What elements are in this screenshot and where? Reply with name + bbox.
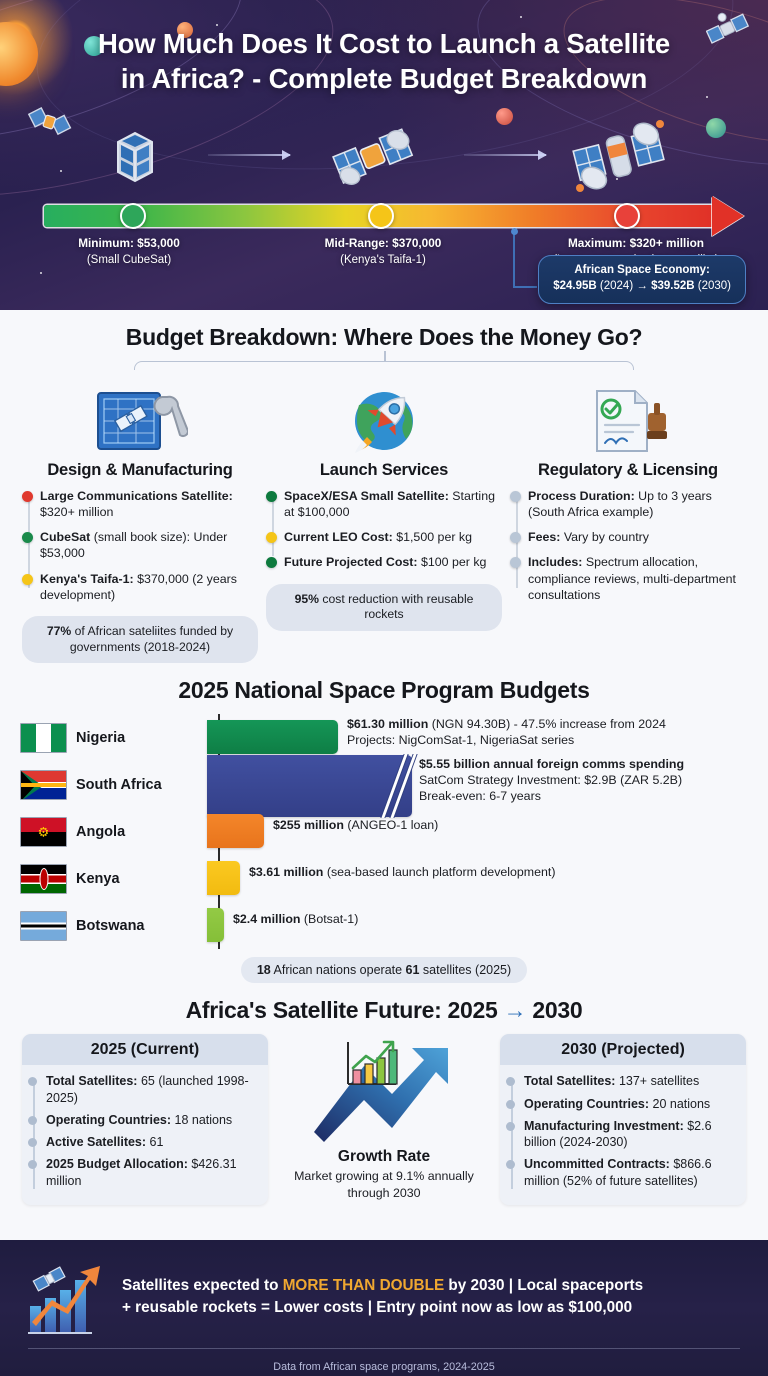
- table-row: [20, 855, 748, 902]
- footer-source: Data from African space programs, 2024-2025: [273, 1361, 495, 1373]
- list-item: [40, 488, 258, 520]
- future-comparison: [0, 1034, 768, 1205]
- list-item: [524, 1118, 736, 1151]
- list-item-bold: 2025 Budget Allocation:: [46, 1157, 188, 1172]
- document-stamp-icon: [585, 385, 671, 457]
- economy-connector-line: [513, 232, 515, 288]
- flag-botswana: [20, 911, 67, 941]
- list-item-bold: Future Projected Cost:: [284, 555, 418, 570]
- chart-title: 2025 National Space Program Budgets: [178, 677, 590, 704]
- list-item: [524, 1156, 736, 1189]
- list-item-rest: $1,500 per kg: [392, 530, 472, 545]
- progression-arrow-icon: [464, 154, 546, 156]
- card-2030-header: 2030 (Projected): [500, 1034, 746, 1065]
- scale-label-maximum-value: Maximum: $320+ million: [567, 236, 705, 250]
- list-item: [524, 1096, 736, 1112]
- economy-value-end: $39.52B: [651, 280, 695, 293]
- list-item: [528, 554, 746, 602]
- list-item-rest: $100 per kg: [417, 555, 487, 570]
- bullet-list-launch: [266, 488, 502, 580]
- list-item: [46, 1112, 258, 1128]
- footer-line1-a: Satellites expected to: [122, 1277, 283, 1295]
- stat-pill-design: [22, 616, 258, 664]
- bar-label-botswana: [233, 912, 358, 928]
- footnote-end: satellites (2025): [419, 963, 512, 978]
- progression-arrow-icon: [208, 154, 290, 156]
- card-2030-body: [500, 1065, 746, 1205]
- flag-angola: ⚙: [20, 817, 67, 847]
- column-heading-regulatory: Regulatory & Licensing: [538, 461, 718, 479]
- bar-value-botswana: $2.4 million: [233, 912, 301, 927]
- flag-kenya: [20, 864, 67, 894]
- satellite-growth-icon: [22, 1256, 110, 1338]
- bar-nigeria: [207, 720, 338, 754]
- table-row: [20, 714, 748, 761]
- list-item: [284, 488, 502, 520]
- chart-footnote-chip: [241, 957, 527, 983]
- bar-note-angola: (ANGEO-1 loan): [343, 818, 439, 833]
- footnote-satellites-count: 61: [405, 963, 420, 978]
- economy-year-end: (2030): [697, 280, 731, 293]
- footnote-nations-count: 18: [256, 963, 271, 978]
- title-line-2: in Africa? - Complete Budget Breakdown: [120, 63, 648, 95]
- list-item-rest: 20 nations: [649, 1096, 711, 1111]
- bullet-dot-icon: [22, 491, 33, 502]
- bar-container: [207, 714, 748, 761]
- bar-sub2-south-africa: Break-even: 6-7 years: [419, 789, 541, 804]
- column-heading-design: Design & Manufacturing: [47, 461, 233, 479]
- bracket-connector: [134, 359, 634, 379]
- page-title: [0, 26, 768, 96]
- card-2030-projected: [500, 1034, 746, 1205]
- bar-sub-nigeria: Projects: NigComSat-1, NigeriaSat series: [347, 733, 575, 748]
- list-item-rest: $370,000 (2 years development): [40, 571, 237, 602]
- card-2025-header: 2025 (Current): [22, 1034, 268, 1065]
- list-item-rest: 61: [146, 1135, 164, 1150]
- spectrum-arrowhead-icon: [712, 196, 744, 236]
- list-item: [46, 1156, 258, 1189]
- list-item-rest: 65 (launched 1998-2025): [46, 1074, 249, 1105]
- star-icon: [520, 16, 522, 18]
- bullet-list-regulatory: [510, 488, 746, 612]
- column-design-manufacturing: [22, 385, 258, 663]
- list-item: [40, 571, 258, 603]
- bullet-dot-icon: [510, 491, 521, 502]
- list-item: [40, 529, 258, 561]
- breakdown-columns: [0, 385, 768, 663]
- list-item-bold: Fees:: [528, 530, 561, 545]
- bar-value-nigeria: $61.30 million: [347, 717, 429, 732]
- scale-label-midrange-sub: (Kenya's Taifa-1): [340, 253, 426, 266]
- bar-angola: [207, 814, 264, 848]
- list-item-bold: Total Satellites:: [46, 1074, 138, 1089]
- list-item: [524, 1073, 736, 1089]
- country-label-angola: Angola: [76, 823, 126, 840]
- bar-label-angola: [273, 818, 438, 834]
- bullet-dot-icon: [266, 491, 277, 502]
- satellite-progression: [0, 118, 768, 196]
- country-label-south-africa: South Africa: [76, 776, 162, 793]
- stat-pill-value: 77%: [46, 623, 72, 638]
- bar-label-kenya: [249, 865, 555, 881]
- bullet-dot-icon: [28, 1160, 37, 1169]
- satellite-icon: [332, 120, 414, 194]
- bullet-dot-icon: [506, 1160, 515, 1169]
- scale-label-midrange: [268, 236, 498, 268]
- flag-south-africa: [20, 770, 67, 800]
- footer-message: [122, 1275, 643, 1318]
- stat-pill-text: of African sateliites funded by governments (2018-2024): [69, 623, 234, 654]
- list-item-bold: SpaceX/ESA Small Satellite:: [284, 489, 449, 503]
- bullet-dot-icon: [22, 574, 33, 585]
- bullet-dot-icon: [22, 532, 33, 543]
- list-item-rest: Up to 3 years (South Africa example): [528, 489, 712, 520]
- list-item-bold: Operating Countries:: [524, 1096, 650, 1111]
- footer-banner: [0, 1240, 768, 1376]
- table-row: [20, 902, 748, 949]
- bar-note-nigeria: (NGN 94.30B) - 47.5% increase from 2024: [428, 717, 666, 732]
- country-label-nigeria: Nigeria: [76, 729, 126, 746]
- arrow-right-icon: →: [503, 997, 527, 1024]
- economy-value-start: $24.95B: [553, 280, 597, 293]
- future-title-post: 2030: [526, 997, 583, 1024]
- hero-banner: [0, 0, 768, 310]
- growth-rate-block: [278, 1034, 490, 1205]
- table-row: [20, 808, 748, 855]
- bullet-dot-icon: [266, 557, 277, 568]
- list-item-bold: Uncommitted Contracts:: [524, 1157, 670, 1172]
- bar-chart: [0, 714, 768, 983]
- column-launch-services: [266, 385, 502, 663]
- bar-value-kenya: $3.61 million: [249, 865, 324, 880]
- future-title-pre: Africa's Satellite Future: 2025: [185, 997, 504, 1024]
- list-item-rest: Spectrum allocation, compliance reviews, multi-department consultations: [528, 555, 736, 602]
- bullet-dot-icon: [28, 1138, 37, 1147]
- list-item-rest: $866.6 million (52% of future satellites): [524, 1157, 712, 1188]
- stat-pill-launch: [266, 584, 502, 632]
- bar-value-angola: $255 million: [273, 818, 344, 833]
- stat-pill-value: 95%: [294, 591, 319, 606]
- arrow-right-icon: →: [636, 280, 648, 293]
- budget-breakdown-section: [0, 310, 768, 663]
- list-item-bold: Large Communications Satellite:: [40, 489, 233, 503]
- list-item-rest: $2.6 billion (2024-2030): [524, 1118, 712, 1150]
- list-item-bold: Total Satellites:: [524, 1074, 616, 1089]
- bar-label-south-africa: [419, 757, 684, 805]
- footer-divider: [28, 1348, 740, 1349]
- growth-chart-arrow-icon: [308, 1034, 460, 1146]
- economy-badge-title: African Space Economy:: [574, 264, 710, 277]
- country-label-botswana: Botswana: [76, 917, 145, 934]
- list-item-bold: Includes:: [528, 555, 583, 570]
- cost-spectrum-bar: [44, 200, 744, 230]
- footnote-mid: African nations operate: [270, 963, 406, 978]
- breakdown-title: Budget Breakdown: Where Does the Money Go?: [125, 324, 643, 350]
- bullet-dot-icon: [506, 1100, 515, 1109]
- marker-midrange[interactable]: [368, 203, 394, 229]
- bar-container: [207, 855, 748, 902]
- star-icon: [40, 272, 42, 274]
- economy-year-start: (2024): [599, 280, 634, 293]
- large-communications-satellite-icon: [572, 118, 668, 196]
- scale-label-minimum-value: Minimum: $53,000: [78, 236, 180, 250]
- list-item-rest: $426.31 million: [46, 1157, 237, 1188]
- footer-content: [22, 1256, 746, 1338]
- bullet-dot-icon: [28, 1116, 37, 1125]
- bar-note-kenya: (sea-based launch platform development): [323, 865, 556, 880]
- bullet-dot-icon: [506, 1122, 515, 1131]
- list-item-bold: Active Satellites:: [46, 1135, 147, 1150]
- bar-sub1-south-africa: SatCom Strategy Investment: $2.9B (ZAR 5.2B): [419, 773, 683, 788]
- list-item: [46, 1134, 258, 1150]
- bar-label-nigeria: [347, 717, 666, 749]
- footer-line2: + reusable rockets = Lower costs | Entry point now as low as $100,000: [122, 1299, 633, 1316]
- list-item-rest: (small book size): Under $53,000: [40, 530, 228, 561]
- list-item: [284, 554, 502, 570]
- bullet-dot-icon: [510, 532, 521, 543]
- bar-botswana: [207, 908, 224, 942]
- bar-kenya: [207, 861, 240, 895]
- bullet-list-design: [22, 488, 258, 612]
- scale-label-midrange-value: Mid-Range: $370,000: [324, 236, 442, 250]
- footer-highlight: MORE THAN DOUBLE: [282, 1277, 445, 1295]
- bullet-dot-icon: [506, 1077, 515, 1086]
- bar-container: [207, 808, 748, 855]
- list-item-bold: Kenya's Taifa-1:: [40, 571, 134, 586]
- footer-line1-b: by 2030 | Local spaceports: [444, 1277, 644, 1295]
- scale-label-minimum: [14, 236, 244, 268]
- column-regulatory-licensing: [510, 385, 746, 663]
- growth-rate-sub: Market growing at 9.1% annually through 2030: [294, 1169, 474, 1200]
- title-line-1: How Much Does It Cost to Launch a Satellite: [97, 28, 670, 59]
- bullet-dot-icon: [28, 1077, 37, 1086]
- list-item-rest: Vary by country: [560, 530, 649, 545]
- african-space-economy-badge: [538, 255, 746, 304]
- scale-label-minimum-sub: (Small CubeSat): [86, 253, 172, 266]
- stat-pill-text: cost reduction with reusable rockets: [318, 591, 474, 622]
- list-item-bold: CubeSat: [40, 530, 91, 545]
- marker-maximum[interactable]: [614, 203, 640, 229]
- list-item: [46, 1073, 258, 1106]
- column-heading-launch: Launch Services: [319, 461, 449, 479]
- list-item-rest: Starting at $100,000: [284, 489, 495, 520]
- list-item-bold: Current LEO Cost:: [284, 530, 393, 545]
- card-2025-body: [22, 1065, 268, 1205]
- bar-container: [207, 757, 748, 808]
- list-item-rest: $320+ million: [40, 505, 114, 520]
- list-item-rest: 18 nations: [171, 1112, 233, 1127]
- card-2025-current: [22, 1034, 268, 1205]
- bullet-dot-icon: [266, 532, 277, 543]
- national-budgets-section: [0, 677, 768, 983]
- list-item-bold: Manufacturing Investment:: [524, 1118, 684, 1133]
- list-item-bold: Process Duration:: [528, 489, 635, 503]
- list-item: [528, 529, 746, 545]
- cubesat-icon: [104, 126, 166, 190]
- future-title: [0, 997, 768, 1024]
- growth-rate-heading: Growth Rate: [337, 1148, 431, 1166]
- chart-axis-area: [20, 714, 748, 949]
- table-row: [20, 757, 748, 808]
- country-label-kenya: Kenya: [76, 870, 120, 887]
- bullet-dot-icon: [510, 557, 521, 568]
- satellite-future-section: [0, 997, 768, 1205]
- flag-nigeria: [20, 723, 67, 753]
- bar-container: [207, 902, 748, 949]
- list-item-rest: 137+ satellites: [615, 1074, 700, 1089]
- blueprint-wrench-icon: [92, 385, 188, 457]
- bar-note-botswana: (Botsat-1): [300, 912, 359, 927]
- list-item: [284, 529, 502, 545]
- list-item: [528, 488, 746, 520]
- earth-rocket-icon: [345, 385, 423, 457]
- list-item-bold: Operating Countries:: [46, 1112, 172, 1127]
- marker-minimum[interactable]: [120, 203, 146, 229]
- bar-value-south-africa: $5.55 billion annual foreign comms spending: [419, 757, 685, 772]
